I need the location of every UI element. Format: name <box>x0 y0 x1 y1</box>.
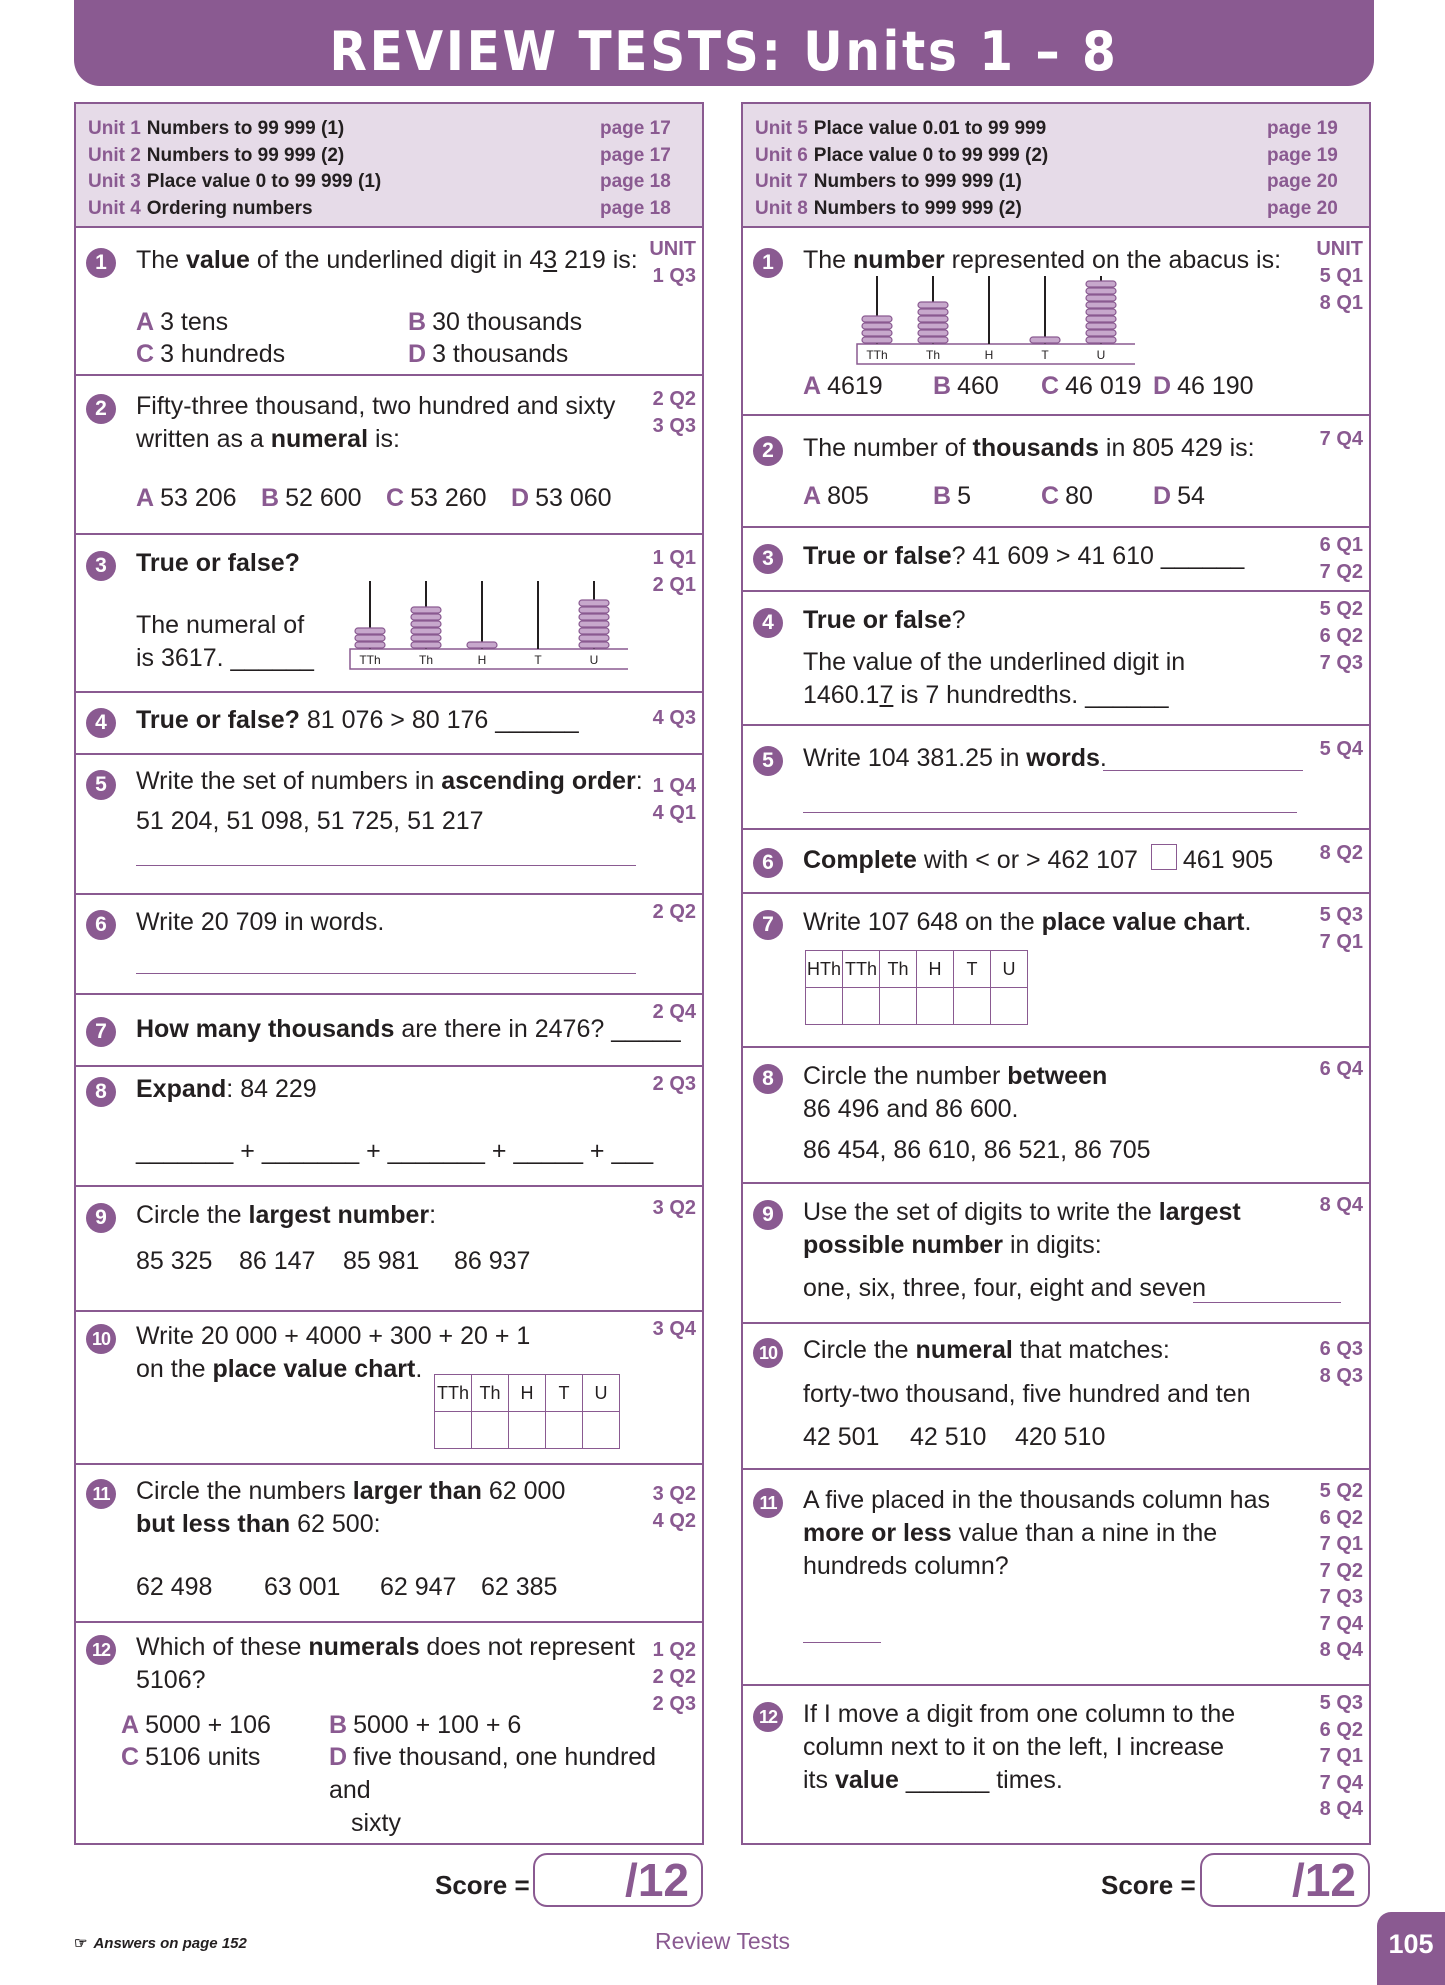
abacus-label: U <box>589 653 599 667</box>
abacus-label: U <box>1096 348 1106 362</box>
question-number: 11 <box>86 1479 116 1509</box>
chart-cell[interactable] <box>806 988 843 1025</box>
abacus-bead <box>1086 302 1116 308</box>
question-text: True or false? 41 609 > 41 610 ______ <box>803 542 1245 570</box>
right-unit-list <box>743 104 1369 228</box>
question-text: Circle the number between 86 496 and 86 600. <box>803 1062 1108 1123</box>
chart-header: T <box>954 951 991 988</box>
question-number: 2 <box>753 436 783 466</box>
option-a: A 53 206 <box>136 484 237 512</box>
number-list: 51 204, 51 098, 51 725, 51 217 <box>136 807 484 835</box>
option-d: D 54 <box>1153 482 1205 510</box>
abacus-bead <box>579 607 609 613</box>
question-7 <box>743 894 1369 1048</box>
unit-reference: 1 Q4 4 Q1 <box>652 775 696 824</box>
abacus-bead <box>1086 288 1116 294</box>
number-option[interactable]: 42 501 <box>803 1423 880 1451</box>
place-value-chart <box>805 950 1028 1025</box>
unit-reference: 3 Q2 4 Q2 <box>652 1483 696 1532</box>
question-text: The number of thousands in 805 429 is: <box>803 434 1255 462</box>
question-text: Write 20 000 + 4000 + 300 + 20 + 1 on the place value chart. <box>136 1322 531 1383</box>
abacus-bead <box>1030 337 1060 343</box>
question-number: 2 <box>86 394 116 424</box>
option-b: B 5000 + 100 + 6 <box>329 1711 522 1739</box>
option-a: A 4619 <box>803 372 883 400</box>
option-d: D 46 190 <box>1153 372 1254 400</box>
unit-reference: 7 Q4 <box>1319 428 1363 450</box>
unit-reference: 5 Q3 6 Q2 7 Q1 7 Q4 8 Q4 <box>1319 1692 1363 1820</box>
question-number: 4 <box>753 608 783 638</box>
option-a: A 3 tens <box>136 308 229 336</box>
abacus-label: Th <box>418 653 434 667</box>
answer-line[interactable] <box>1103 770 1303 771</box>
question-text: The value of the underlined digit in 43 219 is: <box>136 246 638 274</box>
question-text: Circle the numbers larger than 62 000 but less than 62 500: <box>136 1477 566 1538</box>
abacus-bead <box>862 316 892 322</box>
question-text: Write 104 381.25 in words. <box>803 744 1107 772</box>
option-b: B 52 600 <box>261 484 362 512</box>
question-number: 3 <box>86 551 116 581</box>
title-banner <box>74 0 1374 86</box>
abacus-base <box>857 344 1135 364</box>
option-c: C 80 <box>1041 482 1093 510</box>
option-b: B 30 thousands <box>408 308 583 336</box>
option-d: D five thousand, one hundred and sixty <box>329 1743 657 1837</box>
chart-header: U <box>991 951 1028 988</box>
question-number: 11 <box>753 1488 783 1518</box>
option-c: C 53 260 <box>386 484 487 512</box>
unit-reference: UNIT 1 Q3 <box>649 238 696 287</box>
chart-cell[interactable] <box>917 988 954 1025</box>
abacus-bead <box>467 642 497 648</box>
unit-reference: 5 Q3 7 Q1 <box>1319 904 1363 953</box>
question-8 <box>76 1067 702 1187</box>
abacus-bead <box>579 621 609 627</box>
question-text: How many thousands are there in 2476? _____ <box>136 1015 681 1043</box>
abacus-bead <box>1086 281 1116 287</box>
number-option[interactable]: 420 510 <box>1015 1423 1106 1451</box>
chart-header: TTh <box>843 951 880 988</box>
question-9 <box>76 1187 702 1312</box>
question-7 <box>76 995 702 1067</box>
unit-reference: 3 Q4 <box>652 1318 696 1340</box>
chart-cell[interactable] <box>991 988 1028 1025</box>
number-option[interactable]: 86 147 <box>239 1247 316 1275</box>
chart-header: Th <box>472 1375 509 1412</box>
question-12 <box>76 1623 702 1837</box>
question-number: 3 <box>753 544 783 574</box>
abacus-label: TTh <box>866 348 888 362</box>
unit-reference: 3 Q2 <box>652 1197 696 1219</box>
question-text: The number represented on the abacus is: <box>803 246 1282 274</box>
number-option[interactable]: 42 510 <box>910 1423 987 1451</box>
unit-reference: 6 Q1 7 Q2 <box>1319 534 1363 583</box>
abacus-bead <box>579 628 609 634</box>
question-12 <box>743 1686 1369 1836</box>
abacus-bead <box>862 337 892 343</box>
abacus-bead <box>579 600 609 606</box>
question-text: Write 107 648 on the place value chart. <box>803 908 1252 936</box>
question-text: Expand: 84 229 <box>136 1075 317 1103</box>
question-2 <box>743 416 1369 528</box>
question-11 <box>76 1465 702 1623</box>
unit-reference: UNIT 5 Q1 8 Q1 <box>1316 238 1363 314</box>
abacus-diagram <box>855 272 1135 372</box>
question-10 <box>743 1324 1369 1470</box>
unit-reference: 5 Q2 6 Q2 7 Q1 7 Q2 7 Q3 7 Q4 8 Q4 <box>1319 1480 1363 1661</box>
question-1 <box>743 228 1369 416</box>
chart-header: U <box>583 1375 620 1412</box>
abacus-bead <box>355 635 385 641</box>
question-number: 6 <box>753 848 783 878</box>
option-c: C 5106 units <box>121 1743 261 1771</box>
place-value-chart <box>434 1374 620 1449</box>
question-3 <box>743 528 1369 592</box>
unit-row: Unit 4 Ordering numbers page 18 <box>88 197 671 219</box>
abacus-label: Th <box>925 348 941 362</box>
question-5 <box>743 726 1369 830</box>
abacus-bead <box>918 316 948 322</box>
question-number: 12 <box>753 1702 783 1732</box>
abacus-diagram <box>348 577 628 677</box>
abacus-bead <box>579 642 609 648</box>
question-number: 7 <box>86 1017 116 1047</box>
score-box-left[interactable]: /12 <box>533 1853 703 1907</box>
right-test-column <box>741 102 1371 1845</box>
question-text: Which of these numerals does not represent 5106? <box>136 1633 635 1694</box>
question-3 <box>76 535 702 693</box>
question-text: True or false? <box>803 606 966 634</box>
expand-blanks[interactable]: _______ + _______ + _______ + _____ + ___ <box>136 1137 654 1165</box>
question-4 <box>76 693 702 755</box>
question-5 <box>76 755 702 895</box>
page-title: REVIEW TESTS: Units 1 – 8 <box>329 20 1119 83</box>
answers-note: ☞ Answers on page 152 <box>74 1935 247 1952</box>
number-option[interactable]: 85 325 <box>136 1247 213 1275</box>
question-text: forty-two thousand, five hundred and ten <box>803 1380 1251 1408</box>
chart-header: TTh <box>435 1375 472 1412</box>
unit-reference: 2 Q3 <box>652 1073 696 1095</box>
abacus-bead <box>579 635 609 641</box>
unit-row: Unit 2 Numbers to 99 999 (2) page 17 <box>88 144 671 166</box>
question-4 <box>743 592 1369 726</box>
option-a: A 805 <box>803 482 869 510</box>
unit-reference: 1 Q1 2 Q1 <box>652 547 696 596</box>
number-option[interactable]: 62 947 <box>380 1573 457 1601</box>
abacus-bead <box>862 323 892 329</box>
question-11 <box>743 1470 1369 1686</box>
abacus-bead <box>579 614 609 620</box>
chart-cell[interactable] <box>583 1412 620 1449</box>
question-number: 5 <box>86 770 116 800</box>
unit-row: Unit 1 Numbers to 99 999 (1) page 17 <box>88 118 671 139</box>
question-6 <box>743 830 1369 894</box>
unit-reference: 2 Q4 <box>652 1001 696 1023</box>
chart-header: T <box>546 1375 583 1412</box>
abacus-bead <box>918 302 948 308</box>
option-d: D 3 thousands <box>408 340 569 368</box>
page-number: 105 <box>1377 1912 1445 1985</box>
unit-reference: 6 Q3 8 Q3 <box>1319 1338 1363 1387</box>
question-text: Write 20 709 in words. <box>136 908 385 936</box>
score-box-right[interactable]: /12 <box>1200 1853 1370 1907</box>
abacus-bead <box>918 330 948 336</box>
chart-header: Th <box>880 951 917 988</box>
question-text: True or false? <box>136 549 300 577</box>
chart-cell[interactable] <box>880 988 917 1025</box>
abacus-label: H <box>477 653 487 667</box>
abacus-bead <box>355 642 385 648</box>
question-text: The value of the underlined digit in 1460.17 is 7 hundredths. ______ <box>803 648 1186 709</box>
number-option[interactable]: 85 981 <box>343 1247 420 1275</box>
unit-row: Unit 8 Numbers to 999 999 (2) page 20 <box>755 197 1338 219</box>
chart-cell[interactable] <box>509 1412 546 1449</box>
unit-reference: 1 Q2 2 Q2 2 Q3 <box>652 1639 696 1715</box>
abacus-bead <box>1086 337 1116 343</box>
unit-row: Unit 7 Numbers to 999 999 (1) page 20 <box>755 171 1338 192</box>
unit-reference: 8 Q4 <box>1319 1194 1363 1216</box>
abacus-label: TTh <box>359 653 381 667</box>
question-number: 12 <box>86 1635 116 1665</box>
abacus-bead <box>411 642 441 648</box>
question-text: Fifty-three thousand, two hundred and sixty written as a numeral is: <box>136 392 616 453</box>
left-unit-list <box>76 104 702 228</box>
option-d: D 53 060 <box>511 484 612 512</box>
question-text: True or false? 81 076 > 80 176 ______ <box>136 706 579 734</box>
answer-line[interactable] <box>803 1642 881 1643</box>
answer-line[interactable] <box>136 973 636 974</box>
question-text: Use the set of digits to write the largest possible number in digits: <box>803 1198 1241 1259</box>
question-number: 6 <box>86 910 116 940</box>
abacus-bead <box>918 337 948 343</box>
question-number: 10 <box>86 1324 116 1354</box>
chart-cell[interactable] <box>472 1412 509 1449</box>
unit-row: Unit 5 Place value 0.01 to 99 999 page 19 <box>755 118 1338 139</box>
question-text: A five placed in the thousands column has more or less value than a nine in the hundreds column? <box>803 1486 1270 1580</box>
unit-reference: 2 Q2 <box>652 901 696 923</box>
question-9 <box>743 1184 1369 1324</box>
unit-reference: 8 Q2 <box>1319 842 1363 864</box>
abacus-label: H <box>984 348 994 362</box>
question-text: The numeral of is 3617. ______ <box>136 611 314 672</box>
abacus-bead <box>862 330 892 336</box>
abacus-bead <box>1086 316 1116 322</box>
question-number: 9 <box>753 1200 783 1230</box>
question-number: 7 <box>753 910 783 940</box>
question-text: Circle the numeral that matches: <box>803 1336 1170 1364</box>
number-option[interactable]: 63 001 <box>264 1573 341 1601</box>
unit-reference: 4 Q3 <box>652 707 696 729</box>
chart-header: HTh <box>806 951 843 988</box>
abacus-bead <box>355 628 385 634</box>
abacus-bead <box>411 628 441 634</box>
abacus-bead <box>1086 323 1116 329</box>
unit-row: Unit 6 Place value 0 to 99 999 (2) page 19 <box>755 144 1338 166</box>
unit-row: Unit 3 Place value 0 to 99 999 (1) page 18 <box>88 171 671 192</box>
chart-header: H <box>509 1375 546 1412</box>
question-number: 4 <box>86 708 116 738</box>
abacus-bead <box>1086 295 1116 301</box>
abacus-bead <box>1086 330 1116 336</box>
chart-cell[interactable] <box>435 1412 472 1449</box>
pointing-hand-icon: ☞ <box>74 1935 88 1952</box>
option-b: B 460 <box>933 372 999 400</box>
unit-reference: 5 Q2 6 Q2 7 Q3 <box>1319 598 1363 674</box>
number-option[interactable]: 62 385 <box>481 1573 558 1601</box>
question-number: 10 <box>753 1338 783 1368</box>
question-number: 1 <box>753 248 783 278</box>
abacus-bead <box>918 323 948 329</box>
chart-cell[interactable] <box>843 988 880 1025</box>
digit-list: one, six, three, four, eight and seven <box>803 1274 1207 1302</box>
abacus-bead <box>411 614 441 620</box>
question-2 <box>76 376 702 535</box>
abacus-label: T <box>1041 348 1049 362</box>
left-test-column <box>74 102 704 1845</box>
abacus-bead <box>411 621 441 627</box>
answer-line[interactable] <box>136 865 636 866</box>
option-c: C 46 019 <box>1041 372 1142 400</box>
abacus-bead <box>918 309 948 315</box>
footer-section: Review Tests <box>654 1928 791 1954</box>
score-label: Score = <box>1101 1870 1196 1900</box>
option-c: C 3 hundreds <box>136 340 286 368</box>
question-number: 8 <box>86 1077 116 1107</box>
abacus-bead <box>411 607 441 613</box>
question-6 <box>76 895 702 995</box>
unit-reference: 2 Q2 3 Q3 <box>652 388 696 437</box>
score-label: Score = <box>435 1870 530 1900</box>
option-b: B 5 <box>933 482 971 510</box>
unit-reference: 5 Q4 <box>1319 738 1363 760</box>
question-text: Circle the largest number: <box>136 1201 437 1229</box>
number-option[interactable]: 86 937 <box>454 1247 531 1275</box>
chart-cell[interactable] <box>546 1412 583 1449</box>
abacus-base <box>350 649 628 669</box>
question-text: Write the set of numbers in ascending order: <box>136 767 643 795</box>
question-number: 1 <box>86 248 116 278</box>
question-10 <box>76 1312 702 1465</box>
option-a: A 5000 + 106 <box>121 1711 271 1739</box>
question-number: 9 <box>86 1203 116 1233</box>
question-text: If I move a digit from one column to the column next to it on the left, I increase its value ______ times. <box>803 1700 1236 1794</box>
chart-cell[interactable] <box>954 988 991 1025</box>
chart-header: H <box>917 951 954 988</box>
comparison-box[interactable] <box>1151 844 1177 870</box>
question-number: 5 <box>753 746 783 776</box>
unit-reference: 6 Q4 <box>1319 1058 1363 1080</box>
answer-line[interactable] <box>1193 1302 1341 1303</box>
question-1 <box>76 228 702 376</box>
abacus-label: T <box>534 653 542 667</box>
number-list[interactable]: 86 454, 86 610, 86 521, 86 705 <box>803 1136 1151 1164</box>
abacus-bead <box>411 635 441 641</box>
number-option[interactable]: 62 498 <box>136 1573 213 1601</box>
abacus-bead <box>1086 309 1116 315</box>
question-8 <box>743 1048 1369 1184</box>
question-text: Complete with < or > 462 107 461 905 <box>803 846 1274 874</box>
answer-line[interactable] <box>803 812 1297 813</box>
question-number: 8 <box>753 1064 783 1094</box>
